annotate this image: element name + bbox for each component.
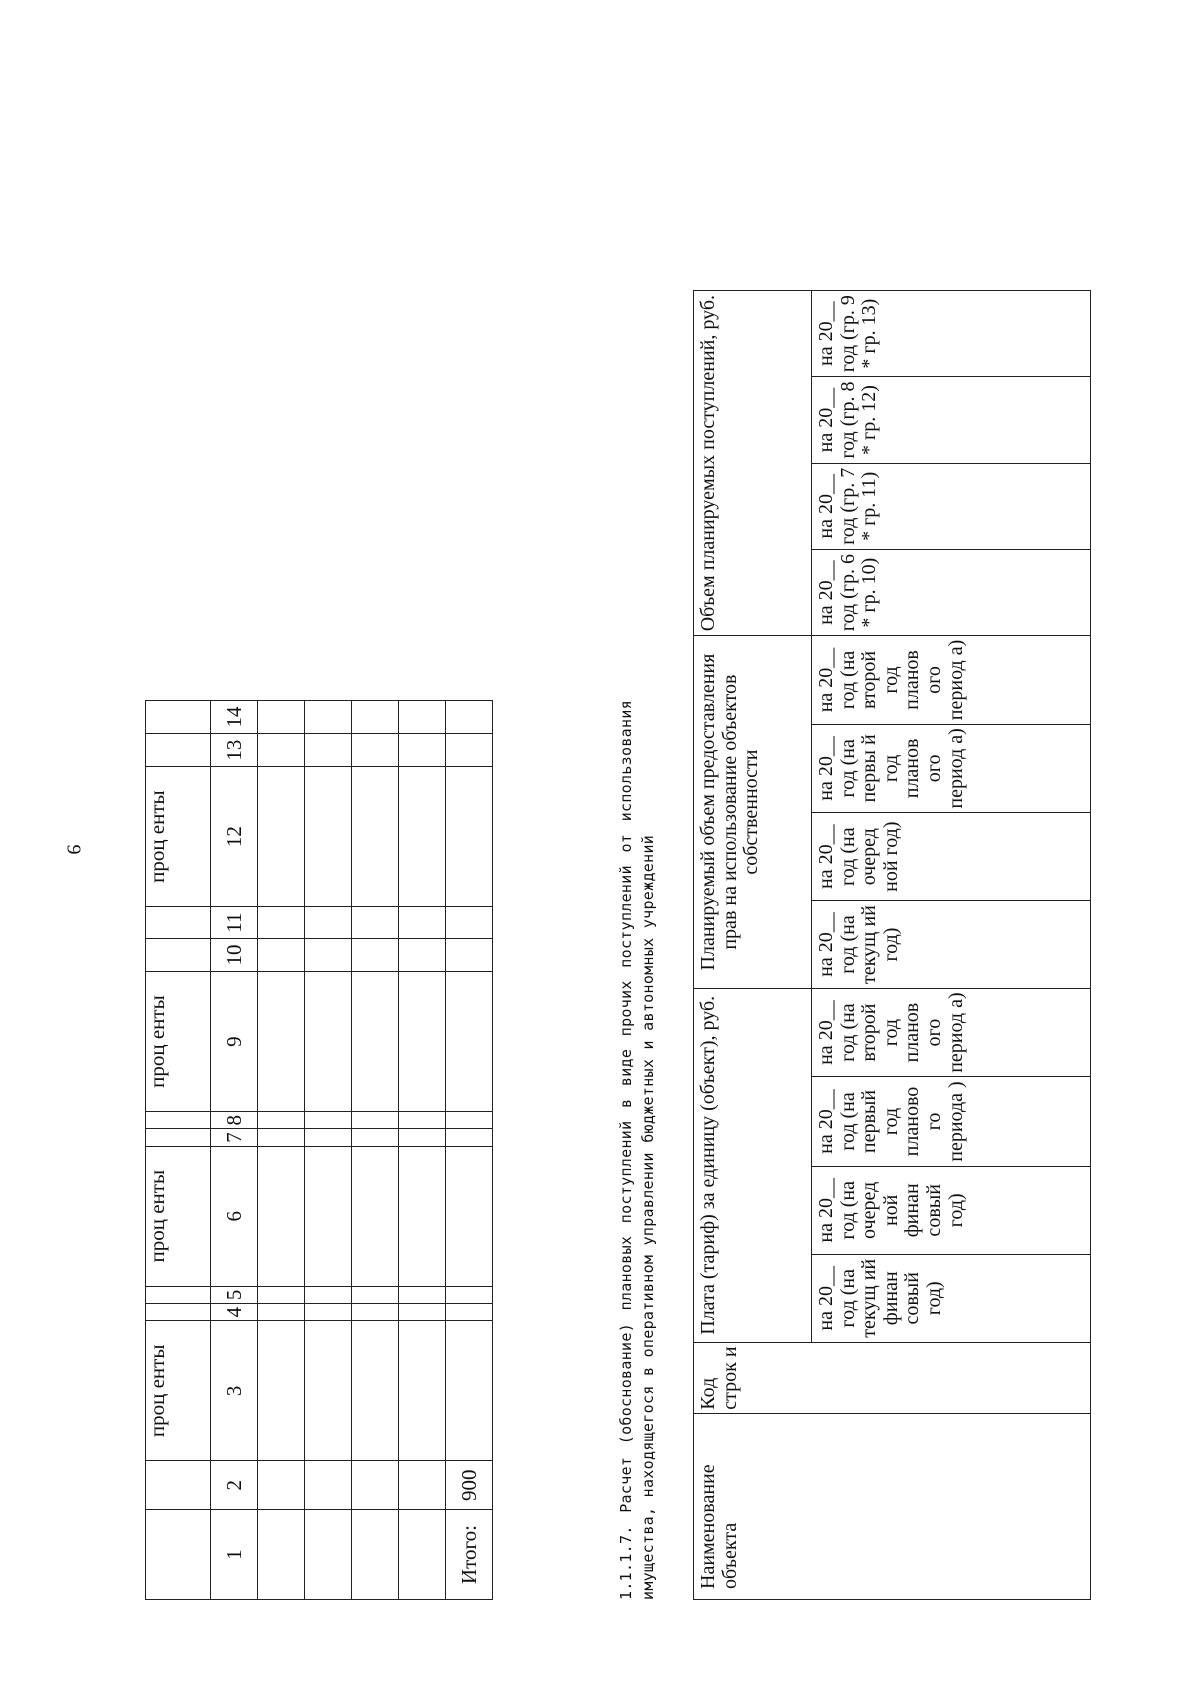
empty-rows xyxy=(258,701,446,1600)
column-number: 4 xyxy=(211,1304,258,1321)
cell xyxy=(258,1321,305,1461)
cell xyxy=(352,1321,399,1461)
cell xyxy=(258,907,305,939)
receipts-group-header: Объем планируемых поступлений, руб. xyxy=(694,291,812,636)
cell xyxy=(258,1461,305,1510)
group-header-row xyxy=(694,291,812,1600)
cell xyxy=(446,971,493,1111)
cell xyxy=(399,971,446,1111)
cell xyxy=(399,1304,446,1321)
cell xyxy=(399,1129,446,1146)
cell xyxy=(352,1286,399,1303)
cell xyxy=(352,1510,399,1600)
sub-header: на 20__ год (гр. 7 * гр. 11) xyxy=(812,463,1091,549)
volume-group-header: Планируемый объем предоставления прав на использование объектов собственности xyxy=(694,636,812,989)
total-code: 900 xyxy=(446,1461,493,1510)
table-row xyxy=(305,701,352,1600)
tariff-group-header: Плата (тариф) за единицу (объект), руб. xyxy=(694,988,812,1342)
cell xyxy=(399,939,446,972)
cell xyxy=(399,1321,446,1461)
cell xyxy=(258,939,305,972)
cell xyxy=(305,701,352,734)
sub-header: на 20__ год (на очеред ной год) xyxy=(812,813,1091,901)
cell xyxy=(446,1129,493,1146)
cell xyxy=(258,1112,305,1129)
cell xyxy=(258,971,305,1111)
total-row xyxy=(446,701,493,1600)
column-number: 10 xyxy=(211,939,258,972)
cell xyxy=(446,734,493,767)
cell xyxy=(352,1129,399,1146)
cell xyxy=(399,1461,446,1510)
cell xyxy=(305,734,352,767)
header-cell: проц енты xyxy=(146,1321,211,1461)
header-cell xyxy=(146,1304,211,1321)
header-cell xyxy=(146,1129,211,1146)
cell xyxy=(446,1146,493,1286)
sub-header: на 20__ год (на второй год планов ого период а) xyxy=(812,636,1091,724)
cell xyxy=(352,1112,399,1129)
planned-receipts-table xyxy=(693,290,1091,1600)
cell xyxy=(446,1304,493,1321)
cell xyxy=(305,1304,352,1321)
cell xyxy=(446,1321,493,1461)
cell xyxy=(258,1129,305,1146)
cell xyxy=(352,701,399,734)
cell xyxy=(305,1286,352,1303)
cell xyxy=(446,1286,493,1303)
sub-header: на 20__ год (на второй год планов ого период а) xyxy=(812,988,1091,1076)
cell xyxy=(352,939,399,972)
percent-table xyxy=(145,700,493,1600)
cell xyxy=(305,1146,352,1286)
percent-table-header-row xyxy=(146,701,211,1600)
column-number: 12 xyxy=(211,767,258,907)
cell xyxy=(446,907,493,939)
column-number-row xyxy=(211,701,258,1600)
cell xyxy=(446,767,493,907)
cell xyxy=(399,734,446,767)
column-number: 7 xyxy=(211,1129,258,1146)
cell xyxy=(305,939,352,972)
sub-header: на 20__ год (гр. 8 * гр. 12) xyxy=(812,377,1091,463)
cell xyxy=(399,1112,446,1129)
sub-header: на 20__ год (гр. 6 * гр. 10) xyxy=(812,549,1091,635)
cell xyxy=(258,767,305,907)
sub-header: на 20__ год (на первый год планово го периода ) xyxy=(812,1077,1091,1166)
cell xyxy=(258,701,305,734)
header-cell xyxy=(146,734,211,767)
column-number: 2 xyxy=(211,1461,258,1510)
object-name-header: Наименование объекта xyxy=(694,1413,1091,1599)
table-row xyxy=(399,701,446,1600)
table-row xyxy=(258,701,305,1600)
header-cell xyxy=(146,939,211,972)
column-number: 6 xyxy=(211,1146,258,1286)
header-cell xyxy=(146,1510,211,1600)
header-cell: проц енты xyxy=(146,767,211,907)
header-cell xyxy=(146,1286,211,1303)
cell xyxy=(305,1129,352,1146)
total-label: Итого: xyxy=(446,1510,493,1600)
cell xyxy=(352,971,399,1111)
column-number: 11 xyxy=(211,907,258,939)
cell xyxy=(399,767,446,907)
cell xyxy=(305,1461,352,1510)
cell xyxy=(258,1146,305,1286)
column-number: 13 xyxy=(211,734,258,767)
header-cell xyxy=(146,907,211,939)
cell xyxy=(305,1321,352,1461)
column-number: 14 xyxy=(211,701,258,734)
column-number: 5 xyxy=(211,1286,258,1303)
section-heading-text: 1.1.1.7. Расчет (обоснование) плановых поступлений в виде прочих поступлений от использования имущества, находящегося в оперативном управлении бюджетных и автономных учреждений xyxy=(617,700,657,1600)
cell xyxy=(399,1286,446,1303)
page-number: 9 xyxy=(62,844,85,855)
cell xyxy=(352,1461,399,1510)
cell xyxy=(258,1304,305,1321)
header-cell xyxy=(146,1461,211,1510)
cell xyxy=(446,701,493,734)
cell xyxy=(446,939,493,972)
cell xyxy=(258,1286,305,1303)
cell xyxy=(352,734,399,767)
column-number: 8 xyxy=(211,1112,258,1129)
cell xyxy=(446,1112,493,1129)
sub-header: на 20__ год (на текущ ий финан совый год) xyxy=(812,1254,1091,1342)
column-number: 3 xyxy=(211,1321,258,1461)
cell xyxy=(399,1146,446,1286)
cell xyxy=(352,1146,399,1286)
column-number: 9 xyxy=(211,971,258,1111)
cell xyxy=(305,1112,352,1129)
header-cell xyxy=(146,1112,211,1129)
cell xyxy=(258,734,305,767)
cell xyxy=(352,1304,399,1321)
cell xyxy=(305,907,352,939)
table-row xyxy=(352,701,399,1600)
header-cell xyxy=(146,701,211,734)
sub-header: на 20__ год (на текущ ий год) xyxy=(812,901,1091,989)
cell xyxy=(305,971,352,1111)
cell xyxy=(399,907,446,939)
sub-header: на 20__ год (на первы й год планов ого период а) xyxy=(812,724,1091,812)
cell xyxy=(352,907,399,939)
sub-header: на 20__ год (гр. 9 * гр. 13) xyxy=(812,291,1091,377)
rotated-page-content xyxy=(105,250,1055,1600)
sub-header: на 20__ год (на очеред ной финан совый год) xyxy=(812,1166,1091,1254)
cell xyxy=(352,767,399,907)
cell xyxy=(399,1510,446,1600)
column-number: 1 xyxy=(211,1510,258,1600)
cell xyxy=(399,701,446,734)
header-cell: проц енты xyxy=(146,1146,211,1286)
cell xyxy=(305,1510,352,1600)
cell xyxy=(305,767,352,907)
row-code-header: Код строк и xyxy=(694,1342,1091,1413)
cell xyxy=(258,1510,305,1600)
header-cell: проц енты xyxy=(146,971,211,1111)
